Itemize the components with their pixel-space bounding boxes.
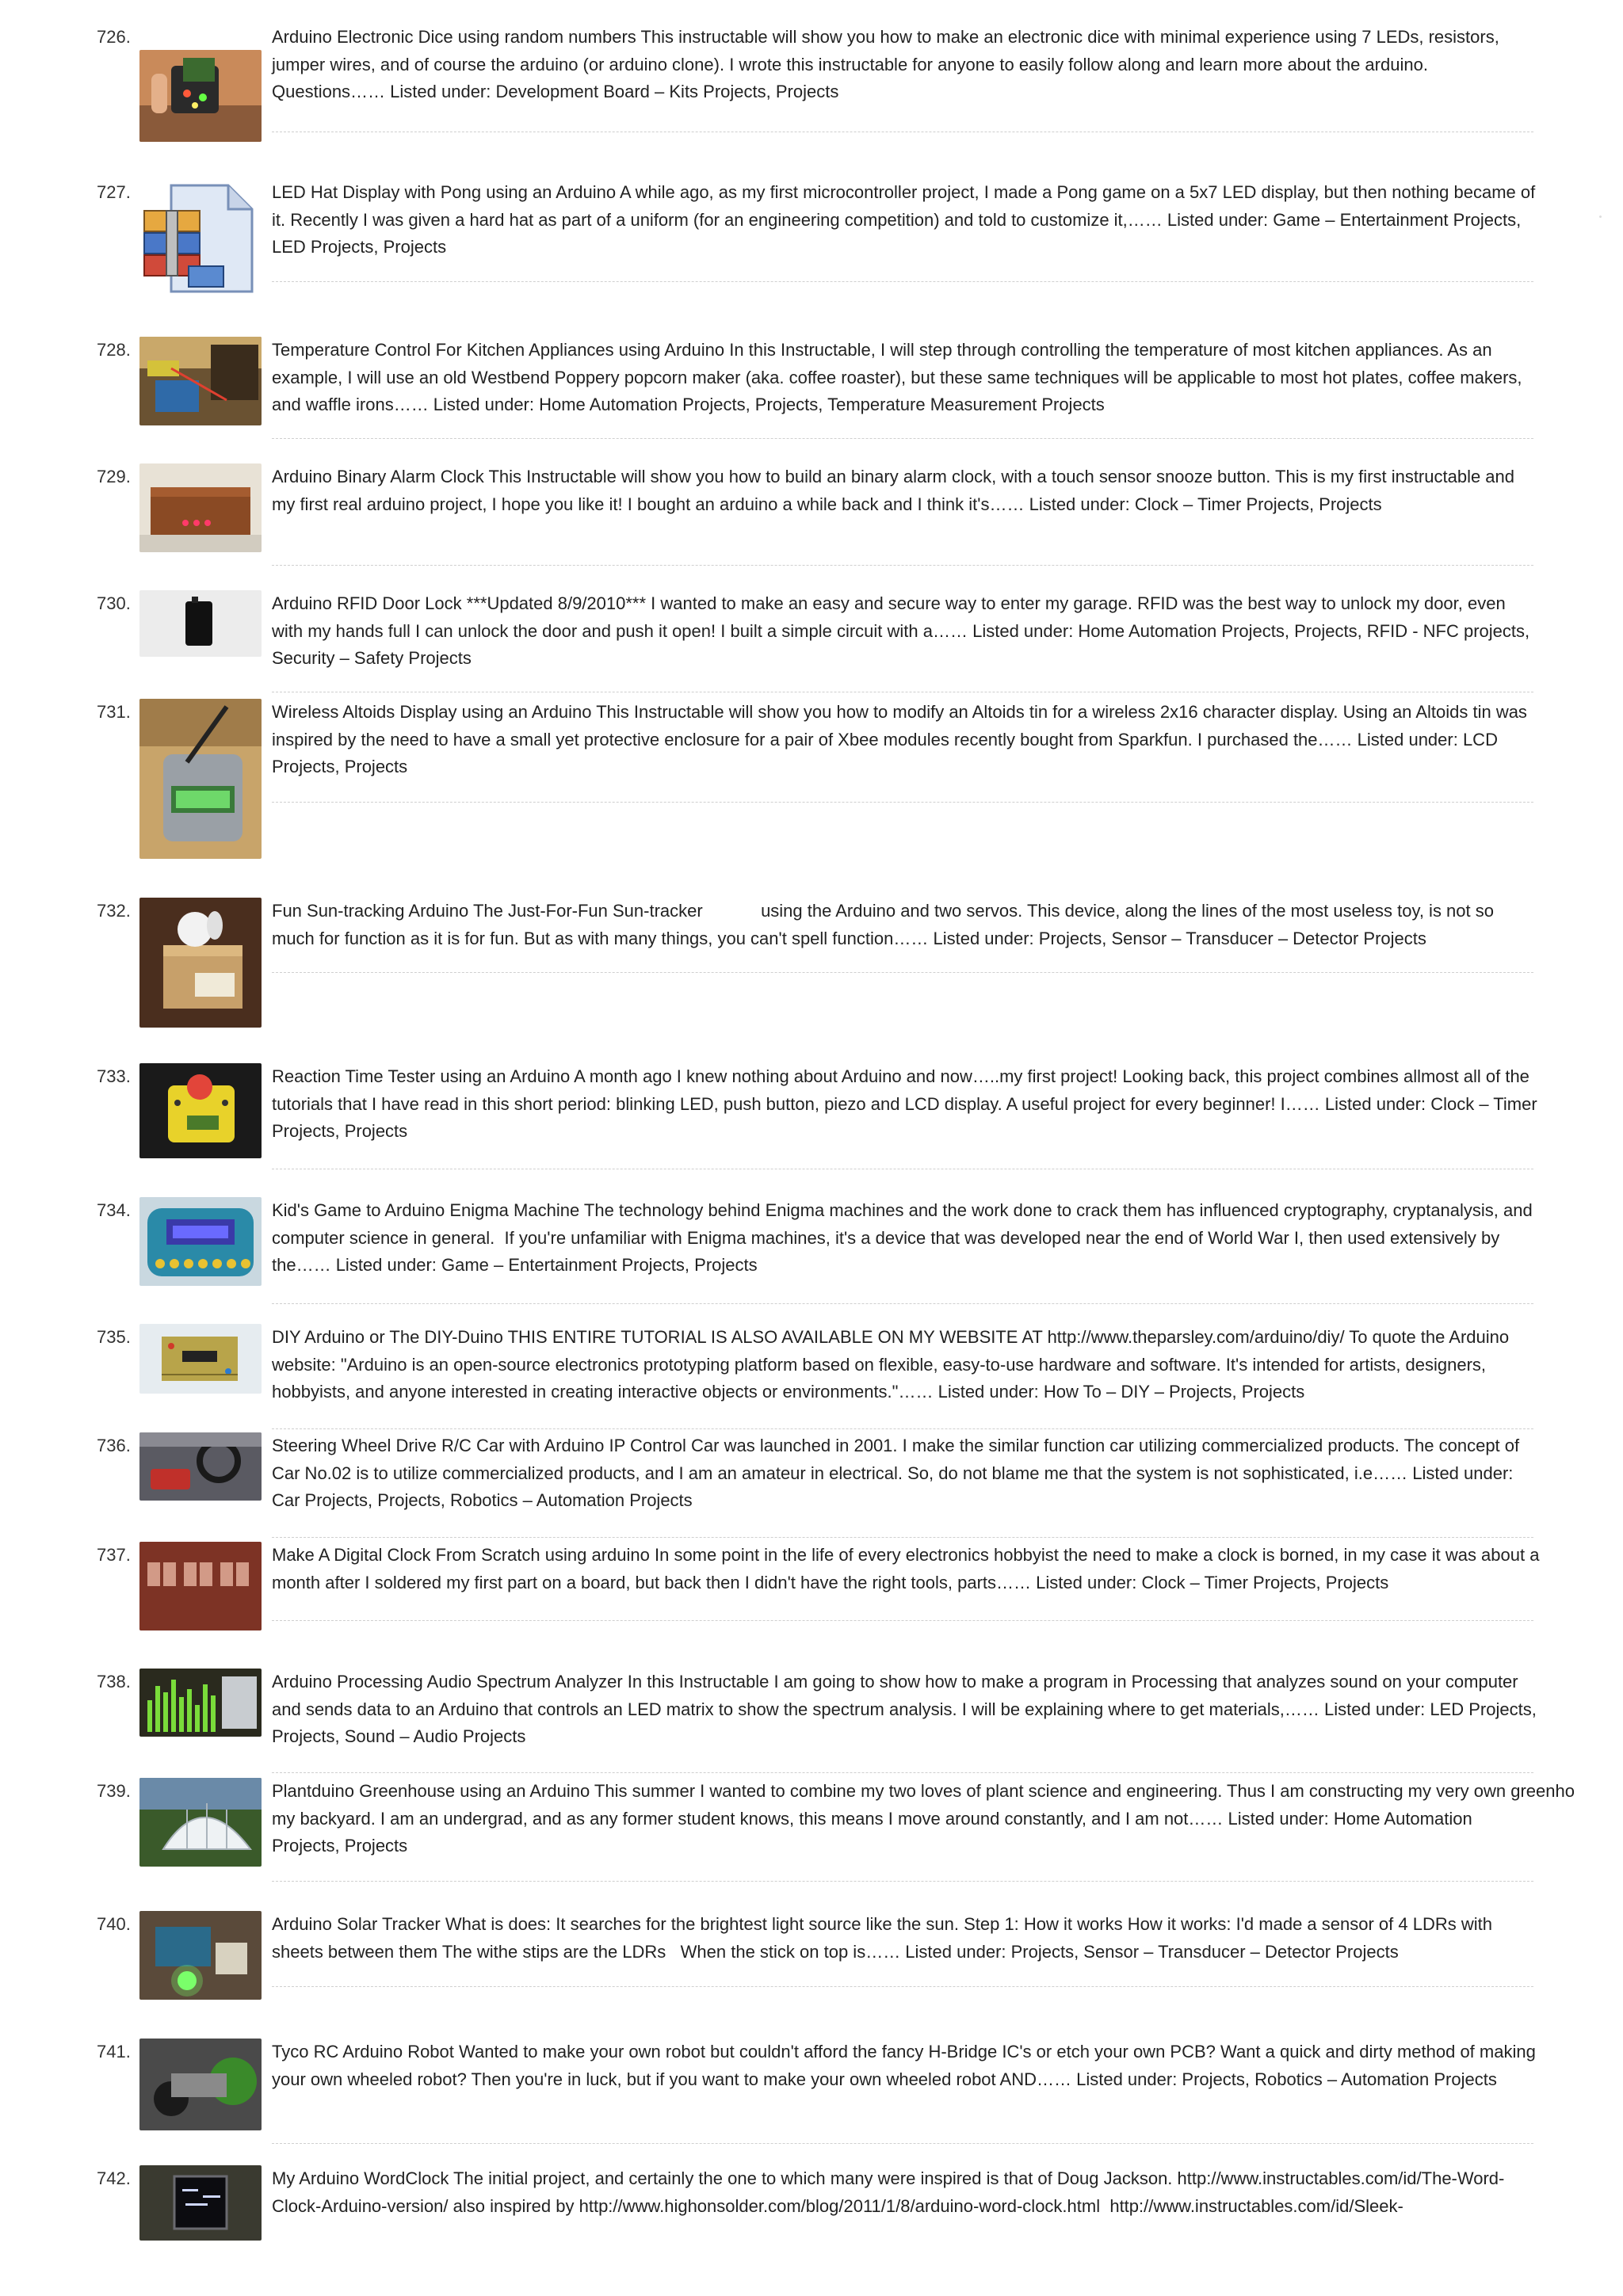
- divider: [272, 802, 1533, 803]
- item-number: 727.: [97, 182, 131, 202]
- reaction-tester-photo-icon[interactable]: [139, 1063, 262, 1158]
- solar-tracker-photo-icon[interactable]: [139, 1911, 262, 2000]
- list-item: [0, 699, 1623, 865]
- item-description[interactable]: Arduino Electronic Dice using random numbers This instructable will show you how to make an electronic dice with minimal experience using 7 LEDs, resistors, jumper wires, and of course the arduino (or arduino clone). I wrote this instructable for anyone to easily follow along and learn more about the arduino. Questions…… Listed under: Development Board – Kits Projects, Projects: [272, 27, 1504, 101]
- edge-dot: [1599, 215, 1602, 218]
- item-number: 741.: [97, 2042, 131, 2061]
- item-number: 740.: [97, 1914, 131, 1934]
- item-description[interactable]: Kid's Game to Arduino Enigma Machine The technology behind Enigma machines and the work done to crack them has influenced cryptography, cryptanalysis, and computer science in general. If you're unfamiliar with Enigma machines, it's a device that was developed near the end of World War I, then used extensively by the…… Listed under: Game – Entertainment Projects, Projects: [272, 1200, 1537, 1275]
- item-number: 733.: [97, 1066, 131, 1086]
- altoids-display-photo-icon[interactable]: [139, 699, 262, 859]
- list-item: [0, 2039, 1623, 2142]
- spectrum-analyzer-photo-icon[interactable]: [139, 1669, 262, 1737]
- enigma-machine-photo-icon[interactable]: [139, 1197, 262, 1286]
- item-description[interactable]: Reaction Time Tester using an Arduino A month ago I knew nothing about Arduino and now…..my first project! Looking back, this project combines allmost all of the tutorials that I have read in this short period: blinking LED, push button, piezo and LCD display. A useful project for every beginner! I…… Listed under: Clock – Timer Projects, Projects: [272, 1066, 1542, 1141]
- divider: [272, 565, 1533, 566]
- divider: [272, 972, 1533, 973]
- zip-file-icon[interactable]: [139, 179, 262, 298]
- item-number: 742.: [97, 2168, 131, 2188]
- item-description[interactable]: Make A Digital Clock From Scratch using arduino In some point in the life of every electronics hobbyist the need to make a clock is borned, in my case it was about a month after I soldered my first part on a board, but back then I didn't have the right tools, parts…… Listed under: Clock – Timer Projects, Projects: [272, 1545, 1545, 1592]
- digital-clock-photo-icon[interactable]: [139, 1542, 262, 1630]
- divider: [272, 1303, 1533, 1304]
- item-number: 732.: [97, 901, 131, 921]
- item-description[interactable]: DIY Arduino or The DIY-Duino THIS ENTIRE TUTORIAL IS ALSO AVAILABLE ON MY WEBSITE AT http://www.theparsley.com/arduino/diy/ To quote the Arduino website: "Arduino is an open-source electronics prototyping platform based on flexible, easy-to-use hardware and software. It's intended for artists, designers, hobbyists, and anyone interested in creating interactive objects or environments."…… Listed under: How To – DIY – Projects, Projects: [272, 1327, 1514, 1402]
- divider: [272, 1428, 1533, 1429]
- item-number: 730.: [97, 593, 131, 613]
- item-number: 728.: [97, 340, 131, 360]
- list-item: [0, 1432, 1623, 1535]
- list-item: [0, 1324, 1623, 1411]
- item-description[interactable]: Plantduino Greenhouse using an Arduino This summer I wanted to combine my two loves of plant science and engineering. Thus I am constructing my very own greenho: [272, 1781, 1575, 1801]
- item-number: 731.: [97, 702, 131, 722]
- list-item: [0, 898, 1623, 1032]
- divider: [272, 438, 1533, 439]
- greenhouse-photo-icon[interactable]: [139, 1778, 262, 1867]
- item-number: 729.: [97, 467, 131, 486]
- list-item: [0, 1778, 1623, 1873]
- kitchen-appliance-photo-icon[interactable]: [139, 337, 262, 425]
- sun-tracker-photo-icon[interactable]: [139, 898, 262, 1028]
- list-item: [0, 179, 1623, 298]
- item-description[interactable]: Arduino Solar Tracker What is does: It searches for the brightest light source like the sun. Step 1: How it works How it works: I'd made a sensor of 4 LDRs with sheets between them The withe stips are the LDRs When the stick on top is…… Listed under: Projects, Sensor – Transducer – Detector Projects: [272, 1914, 1498, 1962]
- list-item: [0, 1063, 1623, 1166]
- divider: [272, 1986, 1533, 1987]
- item-description[interactable]: Fun Sun-tracking Arduino The Just-For-Fun Sun-tracker using the Arduino and two servos. This device, along the lines of the most useless toy, is not so much for function as it is for fun. But as with many things, you can't spell function…… Listed under: Projects, Sensor – Transducer – Detector Projects: [272, 901, 1499, 948]
- item-number: 735.: [97, 1327, 131, 1347]
- item-number: 736.: [97, 1436, 131, 1455]
- item-description-continued[interactable]: my backyard. I am an undergrad, and as any former student knows, this means I move around constantly, and I am not…… Listed under: Home Automation Projects, Projects: [272, 1808, 1477, 1855]
- electronic-dice-photo-icon[interactable]: [139, 50, 262, 142]
- list-item: [0, 590, 1623, 677]
- item-description[interactable]: Arduino RFID Door Lock ***Updated 8/9/2010*** I wanted to make an easy and secure way to enter my garage. RFID was the best way to unlock my door, even with my hands full I can unlock the door and push it open! I built a simple circuit with a…… Listed under: Home Automation Projects, Projects, RFID - NFC projects, Security – Safety Projects: [272, 593, 1535, 668]
- divider: [272, 1881, 1533, 1882]
- item-description[interactable]: LED Hat Display with Pong using an Arduino A while ago, as my first microcontroller project, I made a Pong game on a 5x7 LED display, but then nothing became of it. Recently I was given a hard hat as part of a uniform (for an engineering competition) and told to customize it,…… Listed under: Game – Entertainment Projects, LED Projects, Projects: [272, 182, 1541, 257]
- item-description[interactable]: Wireless Altoids Display using an Arduino This Instructable will show you how to modify an Altoids tin for a wireless 2x16 character display. Using an Altoids tin was inspired by the need to have a small yet protective enclosure for a pair of Xbee modules recently bought from Sparkfun. I purchased the…… Listed under: LCD Projects, Projects: [272, 702, 1533, 776]
- word-clock-photo-icon[interactable]: [139, 2165, 262, 2241]
- divider: [272, 1620, 1533, 1621]
- list-item: [0, 1542, 1623, 1637]
- item-number: 737.: [97, 1545, 131, 1565]
- divider: [272, 1537, 1533, 1538]
- list-item: [0, 1197, 1623, 1292]
- diy-duino-board-photo-icon[interactable]: [139, 1324, 262, 1394]
- rc-robot-photo-icon[interactable]: [139, 2039, 262, 2130]
- divider: [272, 2143, 1533, 2144]
- item-number: 734.: [97, 1200, 131, 1220]
- list-item: [0, 1911, 1623, 2014]
- list-item: [0, 463, 1623, 559]
- item-description[interactable]: Arduino Binary Alarm Clock This Instructable will show you how to build an binary alarm clock, with a touch sensor snooze button. This is my first instructable and my first real arduino project, I hope you like it! I bought an arduino a while back and I think it's…… Listed under: Clock – Timer Projects, Projects: [272, 467, 1520, 514]
- item-number: 726.: [97, 27, 131, 47]
- item-description[interactable]: Steering Wheel Drive R/C Car with Arduino IP Control Car was launched in 2001. I make the similar function car utilizing commercialized products. The concept of Car No.02 is to utilize commercialized products, and I am an amateur in electrical. So, do not blame me that the system is not sophisticated, i.e…… Listed under: Car Projects, Projects, Robotics – Automation Projects: [272, 1436, 1525, 1510]
- item-description[interactable]: My Arduino WordClock The initial project, and certainly the one to which many were inspired is that of Doug Jackson. http://www.instructables.com/id/The-Word-Clock-Arduino-version/ also inspired by http://www.highonsolder.com/blog/2011/1/8/arduino-word-clock.html http://www.instructables.com/id/Sleek-: [272, 2168, 1505, 2216]
- divider: [272, 281, 1533, 282]
- item-description[interactable]: Arduino Processing Audio Spectrum Analyzer In this Instructable I am going to show how to make a program in Processing that analyzes sound on your computer and sends data to an Arduino that controls an LED matrix to show the spectrum analysis. I will be explaining where to get materials,…… Listed under: LED Projects, Projects, Sound – Audio Projects: [272, 1672, 1541, 1746]
- rfid-box-photo-icon[interactable]: [139, 590, 262, 657]
- list-item: [0, 24, 1623, 143]
- item-number: 739.: [97, 1781, 131, 1801]
- wooden-clock-photo-icon[interactable]: [139, 463, 262, 552]
- item-number: 738.: [97, 1672, 131, 1691]
- rc-car-photo-icon[interactable]: [139, 1432, 262, 1501]
- item-description[interactable]: Temperature Control For Kitchen Appliances using Arduino In this Instructable, I will step through controlling the temperature of most kitchen appliances. As an example, I will use an old Westbend Poppery popcorn maker (aka. coffee roaster), but these same techniques will be applicable to most hot plates, coffee makers, and waffle irons…… Listed under: Home Automation Projects, Projects, Temperature Measurement Projects: [272, 340, 1527, 414]
- list-item: [0, 1669, 1623, 1756]
- divider: [272, 1772, 1533, 1773]
- list-item: [0, 2165, 1623, 2260]
- item-description[interactable]: Tyco RC Arduino Robot Wanted to make your own robot but couldn't afford the fancy H-Bridge IC's or etch your own PCB? Want a quick and dirty method of making your own wheeled robot? Then you're in luck, but if you want to make your own wheeled robot AND…… Listed under: Projects, Robotics – Automation Projects: [272, 2042, 1541, 2089]
- list-item: [0, 337, 1623, 432]
